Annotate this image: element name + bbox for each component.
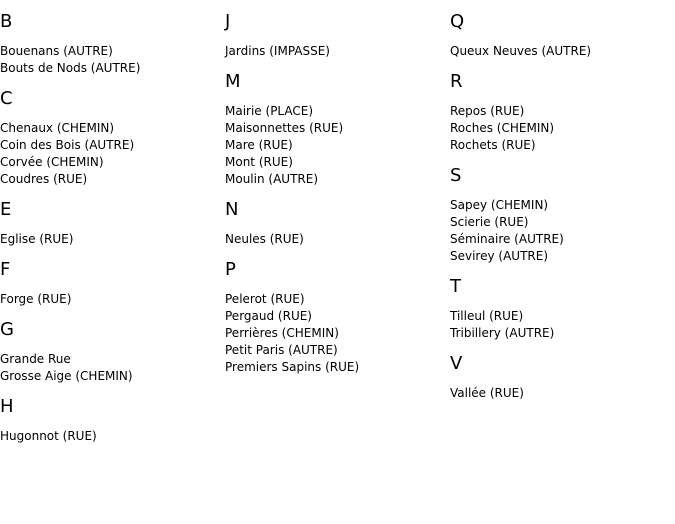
- section-letter: G: [0, 319, 14, 340]
- section-letter: Q: [450, 11, 465, 32]
- street-link[interactable]: Mare (RUE): [225, 138, 293, 152]
- letter-group-p: [225, 259, 445, 376]
- street-link[interactable]: Hugonnot (RUE): [0, 429, 97, 443]
- letter-group-t: [450, 276, 670, 342]
- street-link[interactable]: Vallée (RUE): [450, 386, 524, 400]
- street-link[interactable]: Mairie (PLACE): [225, 104, 314, 118]
- section-letter: R: [450, 71, 463, 92]
- section-letter: V: [450, 353, 463, 374]
- street-link[interactable]: Grande Rue: [0, 352, 71, 366]
- street-link[interactable]: Eglise (RUE): [0, 232, 74, 246]
- letter-group-n: [225, 199, 445, 248]
- letter-group-c: [0, 88, 220, 188]
- letter-group-r: [450, 71, 670, 154]
- letter-group-f: [0, 259, 220, 308]
- street-link[interactable]: Sapey (CHEMIN): [450, 198, 549, 212]
- street-link[interactable]: Coin des Bois (AUTRE): [0, 138, 135, 152]
- letter-group-b: [0, 11, 220, 77]
- street-link[interactable]: Maisonnettes (RUE): [225, 121, 344, 135]
- section-letter: M: [225, 71, 241, 92]
- street-link[interactable]: Jardins (IMPASSE): [225, 44, 330, 58]
- street-link[interactable]: Premiers Sapins (RUE): [225, 360, 360, 374]
- section-letter: C: [0, 88, 13, 109]
- street-link[interactable]: Corvée (CHEMIN): [0, 155, 104, 169]
- street-link[interactable]: Tilleul (RUE): [450, 309, 524, 323]
- street-link[interactable]: Coudres (RUE): [0, 172, 88, 186]
- section-letter: S: [450, 165, 462, 186]
- street-link[interactable]: Rochets (RUE): [450, 138, 536, 152]
- street-link[interactable]: Queux Neuves (AUTRE): [450, 44, 592, 58]
- section-letter: J: [225, 11, 231, 32]
- street-link[interactable]: Scierie (RUE): [450, 215, 529, 229]
- section-letter: P: [225, 259, 236, 280]
- street-link[interactable]: Grosse Aige (CHEMIN): [0, 369, 133, 383]
- section-letter: T: [450, 276, 461, 297]
- street-link[interactable]: Moulin (AUTRE): [225, 172, 318, 186]
- letter-group-v: [450, 353, 670, 402]
- letter-group-g: [0, 319, 220, 385]
- street-link[interactable]: Roches (CHEMIN): [450, 121, 555, 135]
- street-link[interactable]: Pergaud (RUE): [225, 309, 312, 323]
- street-column-2: [225, 0, 445, 376]
- street-column-1: [0, 0, 220, 445]
- street-link[interactable]: Repos (RUE): [450, 104, 525, 118]
- street-column-3: [450, 0, 670, 402]
- section-letter: N: [225, 199, 239, 220]
- street-link[interactable]: Pelerot (RUE): [225, 292, 305, 306]
- section-letter: H: [0, 396, 14, 417]
- section-letter: F: [0, 259, 11, 280]
- street-link[interactable]: Perrières (CHEMIN): [225, 326, 339, 340]
- street-link[interactable]: Sevirey (AUTRE): [450, 249, 549, 263]
- street-link[interactable]: Bouts de Nods (AUTRE): [0, 61, 141, 75]
- street-link[interactable]: Forge (RUE): [0, 292, 72, 306]
- street-link[interactable]: Chenaux (CHEMIN): [0, 121, 115, 135]
- section-letter: B: [0, 11, 13, 32]
- letter-group-q: [450, 11, 670, 60]
- street-link[interactable]: Bouenans (AUTRE): [0, 44, 113, 58]
- letter-group-e: [0, 199, 220, 248]
- letter-group-m: [225, 71, 445, 188]
- street-link[interactable]: Petit Paris (AUTRE): [225, 343, 338, 357]
- letter-group-s: [450, 165, 670, 265]
- street-link[interactable]: Neules (RUE): [225, 232, 304, 246]
- letter-group-j: [225, 11, 445, 60]
- letter-group-h: [0, 396, 220, 445]
- section-letter: E: [0, 199, 12, 220]
- street-link[interactable]: Mont (RUE): [225, 155, 293, 169]
- street-link[interactable]: Séminaire (AUTRE): [450, 232, 564, 246]
- street-link[interactable]: Tribillery (AUTRE): [450, 326, 555, 340]
